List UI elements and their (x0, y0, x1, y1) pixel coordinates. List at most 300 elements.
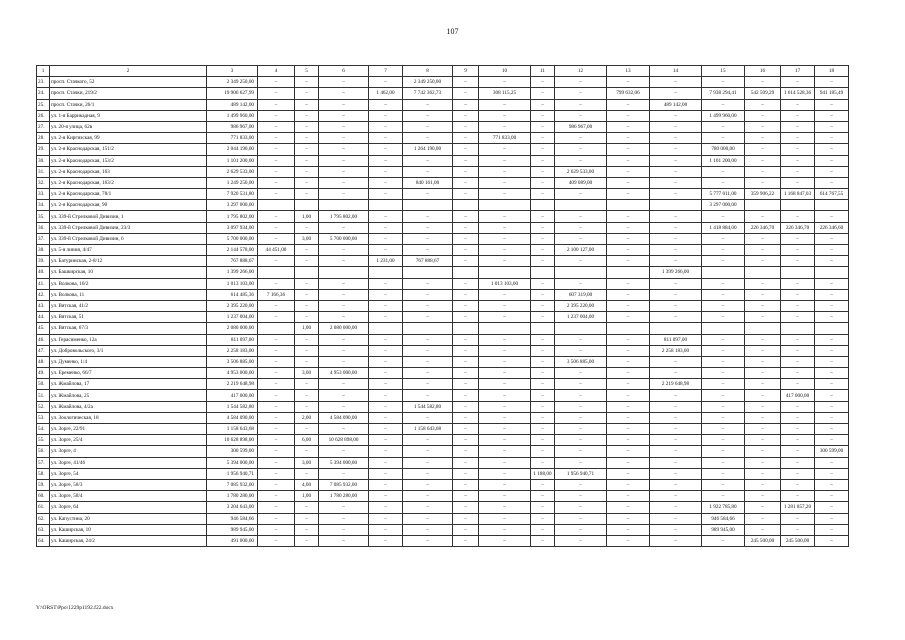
value-cell: – (650, 144, 702, 155)
address-cell: ул. 339-й Стрелковой Дивизии, 6 (50, 233, 207, 244)
value-cell (531, 323, 555, 334)
value-cell: – (702, 401, 745, 412)
value-cell: – (453, 133, 479, 144)
value-cell: – (815, 289, 849, 300)
value-cell: 1 158 643,68 (207, 424, 258, 435)
value-cell: – (479, 177, 531, 188)
table-row (37, 502, 849, 513)
value-cell: – (531, 278, 555, 289)
value-cell: – (319, 312, 369, 323)
address-cell: ул. Зорге, 58/3 (50, 479, 207, 490)
value-cell: – (815, 278, 849, 289)
value-cell: – (815, 368, 849, 379)
value-cell: – (453, 446, 479, 457)
value-cell: – (815, 379, 849, 390)
value-cell: 417 000,00 (781, 390, 815, 401)
value-cell: 5 700 000,00 (207, 233, 258, 244)
value-cell: – (403, 535, 453, 546)
header-cell: 12 (555, 66, 607, 77)
value-cell: – (453, 491, 479, 502)
value-cell: – (781, 424, 815, 435)
value-cell: – (295, 189, 319, 200)
value-cell: 986 967,00 (555, 121, 607, 132)
value-cell: – (369, 424, 403, 435)
value-cell: – (453, 312, 479, 323)
value-cell: – (607, 379, 650, 390)
value-cell: – (555, 133, 607, 144)
value-cell: – (702, 390, 745, 401)
value-cell: – (319, 513, 369, 524)
value-cell: – (702, 334, 745, 345)
value-cell: – (555, 479, 607, 490)
value-cell: 1 544 582,80 (207, 401, 258, 412)
value-cell: – (453, 211, 479, 222)
footer-file-path: Y:\ORST\Ppo\1229p1192.f22.docx (36, 605, 114, 611)
value-cell: 300 599,00 (207, 446, 258, 457)
value-cell: – (702, 77, 745, 88)
value-cell: – (479, 356, 531, 367)
value-cell: – (369, 502, 403, 513)
value-cell: – (295, 222, 319, 233)
value-cell: – (607, 435, 650, 446)
value-cell: 614 767,55 (815, 189, 849, 200)
value-cell: – (258, 502, 295, 513)
value-cell (702, 323, 745, 334)
value-cell: – (479, 289, 531, 300)
value-cell: – (453, 166, 479, 177)
value-cell: – (531, 166, 555, 177)
value-cell: – (607, 412, 650, 423)
value-cell: 799 632,06 (607, 88, 650, 99)
value-cell: – (650, 513, 702, 524)
value-cell: – (702, 491, 745, 502)
value-cell: 1 956 940,71 (207, 468, 258, 479)
value-cell: – (479, 144, 531, 155)
value-cell (745, 267, 781, 278)
address-cell: ул. Башкирская, 10 (50, 267, 207, 278)
value-cell: – (531, 144, 555, 155)
row-number-cell: 33. (37, 189, 50, 200)
value-cell: 1 264 190,00 (403, 144, 453, 155)
table-row (37, 245, 849, 256)
table-row (37, 121, 849, 132)
value-cell: – (479, 166, 531, 177)
value-cell: – (650, 435, 702, 446)
value-cell: 1 614 528,36 (781, 88, 815, 99)
value-cell: 7 166,36 (258, 289, 295, 300)
row-number-cell: 39. (37, 256, 50, 267)
table-row (37, 289, 849, 300)
row-number-cell: 47. (37, 345, 50, 356)
value-cell: – (403, 289, 453, 300)
value-cell: – (650, 256, 702, 267)
value-cell: – (607, 524, 650, 535)
value-cell: – (607, 144, 650, 155)
row-number-cell: 60. (37, 491, 50, 502)
value-cell: – (745, 256, 781, 267)
address-cell: ул. 2-я Краснодарская, 153/2 (50, 155, 207, 166)
value-cell: – (479, 334, 531, 345)
value-cell: 542 509,29 (745, 88, 781, 99)
value-cell: – (650, 133, 702, 144)
value-cell: – (453, 379, 479, 390)
value-cell: – (258, 379, 295, 390)
header-cell: 11 (531, 66, 555, 77)
value-cell: – (369, 300, 403, 311)
value-cell: – (258, 256, 295, 267)
value-cell: 4 953 000,00 (207, 368, 258, 379)
value-cell: – (531, 133, 555, 144)
value-cell: – (295, 334, 319, 345)
value-cell: – (479, 211, 531, 222)
value-cell: – (650, 88, 702, 99)
value-cell: – (369, 457, 403, 468)
value-cell: 2 080 000,00 (207, 323, 258, 334)
address-cell: ул. 2-я Краснодарская, 78/1 (50, 189, 207, 200)
value-cell: – (453, 256, 479, 267)
row-number-cell: 48. (37, 356, 50, 367)
value-cell: – (295, 256, 319, 267)
value-cell: – (453, 222, 479, 233)
value-cell: 491 000,00 (207, 535, 258, 546)
value-cell: – (295, 155, 319, 166)
value-cell: – (531, 155, 555, 166)
value-cell: – (702, 468, 745, 479)
value-cell: – (555, 77, 607, 88)
value-cell: – (403, 245, 453, 256)
value-cell: – (319, 334, 369, 345)
value-cell: – (453, 77, 479, 88)
value-cell: – (258, 233, 295, 244)
value-cell: 489 142,00 (207, 99, 258, 110)
value-cell: – (702, 412, 745, 423)
value-cell: – (607, 401, 650, 412)
address-cell: ул. Вятская, 41/2 (50, 300, 207, 311)
row-number-cell: 64. (37, 535, 50, 546)
value-cell: – (650, 312, 702, 323)
value-cell (607, 200, 650, 211)
value-cell: – (403, 300, 453, 311)
value-cell: – (479, 77, 531, 88)
value-cell: – (479, 379, 531, 390)
value-cell: – (650, 166, 702, 177)
value-cell: – (369, 211, 403, 222)
value-cell: – (702, 379, 745, 390)
value-cell: 1 499 960,00 (702, 110, 745, 121)
value-cell (781, 200, 815, 211)
value-cell: – (479, 368, 531, 379)
value-cell: – (258, 368, 295, 379)
value-cell: – (815, 233, 849, 244)
value-cell: – (607, 77, 650, 88)
value-cell: – (781, 524, 815, 535)
row-number-cell: 28. (37, 133, 50, 144)
row-number-cell: 42. (37, 289, 50, 300)
value-cell: – (319, 345, 369, 356)
value-cell: – (607, 289, 650, 300)
value-cell: – (479, 245, 531, 256)
value-cell: – (650, 222, 702, 233)
value-cell: – (815, 99, 849, 110)
value-cell: 1 956 940,71 (555, 468, 607, 479)
value-cell: – (453, 245, 479, 256)
value-cell: – (479, 457, 531, 468)
value-cell: 226 346,70 (745, 222, 781, 233)
header-cell: 8 (403, 66, 453, 77)
value-cell (781, 323, 815, 334)
header-cell: 5 (295, 66, 319, 77)
value-cell: – (555, 401, 607, 412)
value-cell: – (319, 446, 369, 457)
value-cell: – (555, 390, 607, 401)
value-cell: 767 888,67 (207, 256, 258, 267)
value-cell: – (479, 535, 531, 546)
value-cell: – (531, 535, 555, 546)
row-number-cell: 24. (37, 88, 50, 99)
header-cell: 7 (369, 66, 403, 77)
value-cell: – (319, 289, 369, 300)
value-cell: – (319, 177, 369, 188)
value-cell: – (479, 435, 531, 446)
value-cell: – (258, 491, 295, 502)
value-cell: – (555, 535, 607, 546)
value-cell: 4 584 090,00 (319, 412, 369, 423)
value-cell: – (479, 424, 531, 435)
header-cell: 10 (479, 66, 531, 77)
value-cell: – (295, 177, 319, 188)
address-cell: ул. Думенко, 1/4 (50, 356, 207, 367)
value-cell: – (607, 424, 650, 435)
value-cell: – (453, 88, 479, 99)
value-cell: – (295, 245, 319, 256)
value-cell: – (702, 177, 745, 188)
table-row (37, 88, 849, 99)
value-cell: – (745, 110, 781, 121)
value-cell: 2 219 648,98 (207, 379, 258, 390)
value-cell: – (781, 491, 815, 502)
row-number-cell: 27. (37, 121, 50, 132)
value-cell: 946 584,66 (207, 513, 258, 524)
address-cell: ул. Зорге, 54 (50, 468, 207, 479)
row-number-cell: 53. (37, 412, 50, 423)
value-cell (555, 200, 607, 211)
value-cell: 245 500,00 (781, 535, 815, 546)
value-cell: – (531, 289, 555, 300)
value-cell: – (369, 166, 403, 177)
value-cell: – (607, 513, 650, 524)
row-number-cell: 34. (37, 200, 50, 211)
value-cell (258, 200, 295, 211)
value-cell: – (555, 491, 607, 502)
value-cell: – (555, 144, 607, 155)
value-cell: – (607, 222, 650, 233)
table-row (37, 267, 849, 278)
value-cell: – (369, 379, 403, 390)
value-cell: – (319, 401, 369, 412)
value-cell: – (531, 245, 555, 256)
value-cell: – (369, 345, 403, 356)
address-cell: ул. Зорге, 58/4 (50, 491, 207, 502)
table-row (37, 177, 849, 188)
value-cell: – (650, 524, 702, 535)
value-cell: – (319, 88, 369, 99)
value-cell: – (319, 535, 369, 546)
table-row (37, 424, 849, 435)
value-cell: 1 237 004,00 (555, 312, 607, 323)
value-cell: 1 399 266,00 (207, 267, 258, 278)
value-cell: – (781, 356, 815, 367)
value-cell: – (453, 524, 479, 535)
value-cell: – (607, 121, 650, 132)
header-cell: 9 (453, 66, 479, 77)
value-cell: – (453, 401, 479, 412)
value-cell: – (369, 524, 403, 535)
value-cell: – (781, 345, 815, 356)
value-cell: – (781, 468, 815, 479)
address-cell: ул. Жмайлова, 25 (50, 390, 207, 401)
value-cell: – (319, 166, 369, 177)
value-cell: – (258, 412, 295, 423)
value-cell: – (479, 233, 531, 244)
value-cell: – (369, 289, 403, 300)
value-cell: – (815, 412, 849, 423)
value-cell: 2 629 533,00 (555, 166, 607, 177)
value-cell: 308 115,25 (479, 88, 531, 99)
value-cell: – (258, 356, 295, 367)
value-cell: – (258, 121, 295, 132)
row-number-cell: 45. (37, 323, 50, 334)
value-cell: – (607, 479, 650, 490)
value-cell: – (815, 177, 849, 188)
table-row (37, 155, 849, 166)
value-cell: 4,00 (295, 479, 319, 490)
value-cell: – (745, 390, 781, 401)
value-cell: – (369, 535, 403, 546)
value-cell: 941 185,49 (815, 88, 849, 99)
value-cell: – (745, 245, 781, 256)
value-cell: – (369, 121, 403, 132)
value-cell: – (369, 312, 403, 323)
value-cell: – (295, 379, 319, 390)
row-number-cell: 58. (37, 468, 50, 479)
value-cell: – (745, 278, 781, 289)
value-cell: 1,00 (295, 211, 319, 222)
value-cell: – (555, 524, 607, 535)
value-cell: – (815, 155, 849, 166)
value-cell: – (403, 345, 453, 356)
value-cell: – (531, 312, 555, 323)
value-cell: – (815, 491, 849, 502)
value-cell: – (815, 312, 849, 323)
value-cell: 3,00 (295, 457, 319, 468)
value-cell: – (745, 155, 781, 166)
row-number-cell: 59. (37, 479, 50, 490)
value-cell: – (702, 312, 745, 323)
value-cell: – (650, 77, 702, 88)
value-cell: – (702, 211, 745, 222)
value-cell: – (479, 99, 531, 110)
value-cell: – (815, 502, 849, 513)
value-cell: 1,00 (295, 491, 319, 502)
value-cell: – (453, 435, 479, 446)
value-cell: – (650, 189, 702, 200)
table-row (37, 334, 849, 345)
value-cell: – (650, 412, 702, 423)
value-cell: – (781, 233, 815, 244)
value-cell: – (781, 133, 815, 144)
value-cell: – (607, 368, 650, 379)
value-cell: – (403, 356, 453, 367)
value-cell: – (650, 300, 702, 311)
value-cell: – (403, 524, 453, 535)
value-cell: – (745, 491, 781, 502)
value-cell: – (531, 222, 555, 233)
header-cell: 16 (745, 66, 781, 77)
header-cell: 4 (258, 66, 295, 77)
value-cell: – (479, 110, 531, 121)
value-cell: – (745, 446, 781, 457)
value-cell: – (258, 468, 295, 479)
value-cell: – (319, 222, 369, 233)
table-row (37, 535, 849, 546)
value-cell: – (453, 300, 479, 311)
value-cell: – (815, 524, 849, 535)
value-cell: – (295, 524, 319, 535)
value-cell: 1 780 280,00 (319, 491, 369, 502)
address-cell: ул. Вятская, 67/3 (50, 323, 207, 334)
value-cell: 1 013 103,00 (479, 278, 531, 289)
value-cell: – (555, 502, 607, 513)
value-cell: 4 584 090,00 (207, 412, 258, 423)
row-number-cell: 51. (37, 390, 50, 401)
table-row (37, 479, 849, 490)
value-cell: 1 281 857,20 (781, 502, 815, 513)
value-cell: – (555, 424, 607, 435)
value-cell: 986 967,00 (207, 121, 258, 132)
value-cell: – (258, 88, 295, 99)
value-cell: – (258, 435, 295, 446)
value-cell: – (403, 457, 453, 468)
value-cell: – (555, 513, 607, 524)
value-cell: – (531, 368, 555, 379)
value-cell (369, 200, 403, 211)
row-number-cell: 32. (37, 177, 50, 188)
value-cell: – (479, 491, 531, 502)
value-cell: – (781, 278, 815, 289)
value-cell (745, 323, 781, 334)
value-cell: – (781, 435, 815, 446)
value-cell: – (745, 468, 781, 479)
value-cell: – (258, 166, 295, 177)
value-cell: – (607, 345, 650, 356)
value-cell: – (781, 289, 815, 300)
address-cell: ул. Зорге, 22/91 (50, 424, 207, 435)
value-cell: – (815, 457, 849, 468)
value-cell: – (295, 356, 319, 367)
value-cell: – (258, 222, 295, 233)
value-cell: – (607, 211, 650, 222)
value-cell: 1 188,00 (531, 468, 555, 479)
value-cell: – (453, 356, 479, 367)
value-cell: 3 506 885,00 (555, 356, 607, 367)
table-row (37, 513, 849, 524)
value-cell: – (702, 356, 745, 367)
value-cell: – (258, 390, 295, 401)
value-cell: – (650, 457, 702, 468)
value-cell (607, 323, 650, 334)
value-cell: – (650, 177, 702, 188)
value-cell: 417 000,00 (207, 390, 258, 401)
